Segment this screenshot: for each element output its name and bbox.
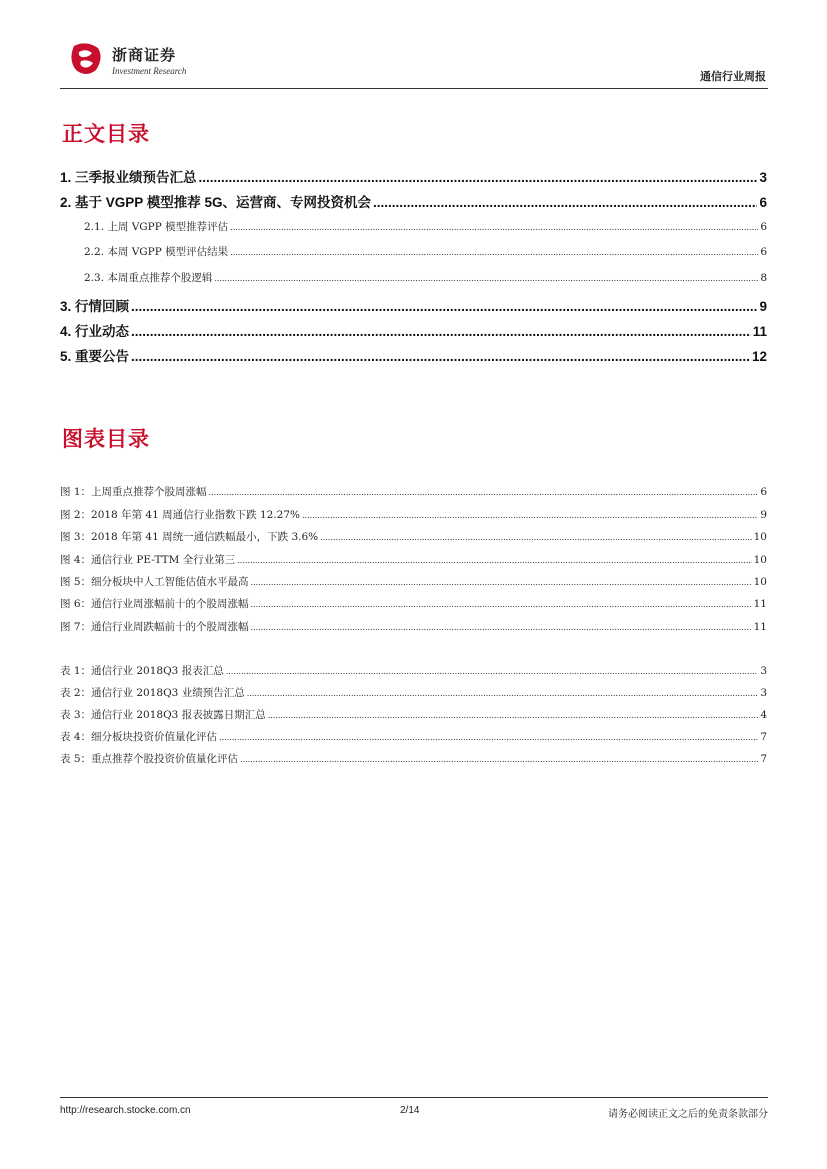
toc-item-page: 9 <box>759 299 767 314</box>
leader-dots <box>131 299 757 314</box>
figure-item-label: 图 1：上周重点推荐个股周涨幅 <box>60 486 207 498</box>
leader-dots <box>214 272 758 284</box>
company-name-cn: 浙商证券 <box>112 46 177 64</box>
logo-mark-icon <box>68 42 104 76</box>
table-item-1[interactable] <box>60 663 767 678</box>
company-logo <box>68 40 188 84</box>
leader-dots <box>302 509 758 521</box>
figure-item-label: 图 3：2018 年第 41 周统一通信跌幅最小，下跌 3.6% <box>60 531 319 543</box>
toc-item-3[interactable] <box>60 295 767 315</box>
leader-dots <box>373 195 757 210</box>
leader-dots <box>131 324 751 339</box>
figure-item-6[interactable] <box>60 596 767 611</box>
table-item-page: 7 <box>760 753 767 765</box>
footer-page-number: 2/14 <box>400 1105 420 1116</box>
chart-list-title: 图表目录 <box>62 427 150 451</box>
toc-item-4[interactable] <box>60 320 767 340</box>
table-item-page: 3 <box>760 665 767 677</box>
leader-dots <box>251 621 752 633</box>
leader-dots <box>240 753 758 765</box>
table-item-5[interactable] <box>60 751 767 766</box>
leader-dots <box>237 554 751 566</box>
toc-item-label: 2.1. 上周 VGPP 模型推荐评估 <box>84 221 229 233</box>
toc-item-label: 1. 三季报业绩预告汇总 <box>60 170 197 185</box>
figure-item-page: 9 <box>760 509 767 521</box>
toc-item-page: 3 <box>759 170 767 185</box>
toc-item-2-1[interactable] <box>84 219 767 234</box>
figure-item-page: 11 <box>753 621 767 633</box>
table-item-page: 3 <box>760 687 767 699</box>
table-item-label: 表 3：通信行业 2018Q3 报表披露日期汇总 <box>60 709 266 721</box>
toc-item-label: 3. 行情回顾 <box>60 299 130 314</box>
toc-item-label: 2. 基于 VGPP 模型推荐 5G、运营商、专网投资机会 <box>60 195 372 210</box>
leader-dots <box>199 170 758 185</box>
toc-item-page: 6 <box>760 246 767 258</box>
toc-item-label: 2.2. 本周 VGPP 模型评估结果 <box>84 246 229 258</box>
company-name-en: Investment Research <box>112 66 187 76</box>
figure-item-page: 10 <box>753 576 767 588</box>
leader-dots <box>251 576 752 588</box>
toc-item-page: 12 <box>751 349 767 364</box>
page-footer <box>60 1097 768 1122</box>
page-header <box>60 40 768 89</box>
figure-item-label: 图 5：细分板块中人工智能估值水平最高 <box>60 576 249 588</box>
footer-url[interactable]: http://research.stocke.com.cn <box>60 1105 191 1116</box>
toc-item-2-3[interactable] <box>84 270 767 285</box>
figure-item-1[interactable] <box>60 484 767 499</box>
toc-item-1[interactable] <box>60 166 767 186</box>
figure-item-page: 11 <box>753 598 767 610</box>
figure-item-page: 10 <box>753 531 767 543</box>
table-item-page: 7 <box>760 731 767 743</box>
report-type: 通信行业周报 <box>700 70 766 83</box>
table-item-page: 4 <box>760 709 767 721</box>
figure-item-2[interactable] <box>60 507 767 522</box>
toc-item-2[interactable] <box>60 191 767 211</box>
leader-dots <box>230 221 758 233</box>
leader-dots <box>320 531 751 543</box>
table-item-4[interactable] <box>60 729 767 744</box>
figure-item-label: 图 6：通信行业周涨幅前十的个股周涨幅 <box>60 598 249 610</box>
toc-item-label: 4. 行业动态 <box>60 324 130 339</box>
figure-item-5[interactable] <box>60 574 767 589</box>
figure-item-page: 6 <box>760 486 767 498</box>
leader-dots <box>131 349 750 364</box>
leader-dots <box>247 687 759 699</box>
table-item-label: 表 1：通信行业 2018Q3 报表汇总 <box>60 665 224 677</box>
leader-dots <box>230 246 758 258</box>
toc-item-2-2[interactable] <box>84 244 767 259</box>
toc-item-label: 2.3. 本周重点推荐个股逻辑 <box>84 272 213 284</box>
toc-item-page: 11 <box>752 324 767 339</box>
table-item-label: 表 4：细分板块投资价值量化评估 <box>60 731 218 743</box>
leader-dots <box>226 665 759 677</box>
toc-item-page: 6 <box>759 195 767 210</box>
leader-dots <box>219 731 758 743</box>
leader-dots <box>209 486 759 498</box>
figure-item-label: 图 2：2018 年第 41 周通信行业指数下跌 12.27% <box>60 509 300 521</box>
toc-item-5[interactable] <box>60 345 767 365</box>
toc-title: 正文目录 <box>62 122 150 146</box>
toc-item-page: 8 <box>760 272 767 284</box>
toc-item-page: 6 <box>760 221 767 233</box>
table-item-3[interactable] <box>60 707 767 722</box>
figure-item-label: 图 4：通信行业 PE-TTM 全行业第三 <box>60 554 236 566</box>
figure-item-7[interactable] <box>60 619 767 634</box>
figure-item-3[interactable] <box>60 529 767 544</box>
figure-item-page: 10 <box>753 554 767 566</box>
toc-item-label: 5. 重要公告 <box>60 349 130 364</box>
table-item-2[interactable] <box>60 685 767 700</box>
table-item-label: 表 5：重点推荐个股投资价值量化评估 <box>60 753 239 765</box>
leader-dots <box>251 598 752 610</box>
figure-item-4[interactable] <box>60 552 767 567</box>
footer-disclaimer: 请务必阅读正文之后的免责条款部分 <box>608 1109 768 1120</box>
table-item-label: 表 2：通信行业 2018Q3 业绩预告汇总 <box>60 687 245 699</box>
figure-item-label: 图 7：通信行业周跌幅前十的个股周涨幅 <box>60 621 249 633</box>
leader-dots <box>268 709 759 721</box>
